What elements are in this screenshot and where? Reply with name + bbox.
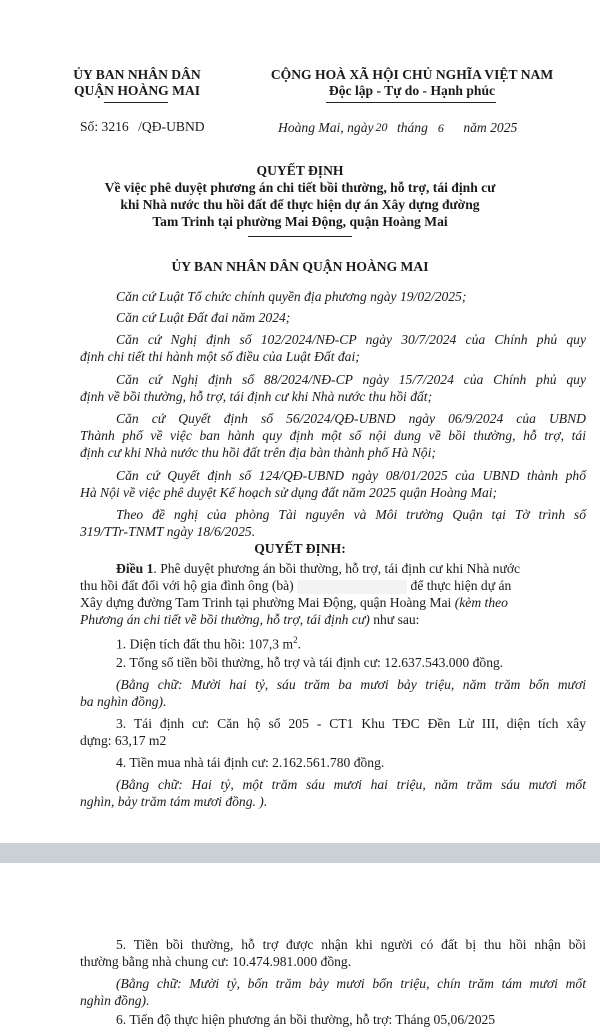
decision-heading: QUYẾT ĐỊNH: (254, 541, 346, 556)
basis-line: 319/TTr-TNMT ngày 18/6/2025. (80, 524, 256, 539)
decision-number (80, 118, 205, 136)
basis-line: Căn cứ Nghị định số 88/2024/NĐ-CP ngày 15/7/2024 của Chính phủ quy (116, 372, 586, 387)
date-month-label: tháng (396, 120, 428, 135)
basis-line: Căn cứ Nghị định số 102/2024/NĐ-CP ngày 30/7/2024 của Chính phủ quy (116, 332, 586, 347)
date-day: 20 (375, 120, 388, 134)
article-1-text: như sau: (373, 612, 420, 627)
date-month: 6 (437, 121, 444, 135)
item-1-end: . (297, 636, 301, 652)
article-1-text: thu hồi đất đối với hộ gia đình ông (bà) (80, 578, 294, 593)
article-1-line (80, 594, 508, 612)
basis-line: Theo đề nghị của phòng Tài nguyên và Môi trường Quận tại Tờ trình số (116, 507, 586, 522)
item-1 (116, 631, 301, 654)
document-page-2 (0, 863, 600, 1027)
subject-underline (248, 236, 352, 237)
document-subject-line1: Về việc phê duyệt phương án chi tiết bồi thường, hỗ trợ, tái định cư (104, 180, 496, 195)
basis-line: định chi tiết thi hành một số điều của Luật Đất đai; (80, 349, 360, 364)
item-6: 6. Tiến độ thực hiện phương án bồi thường, hỗ trợ: Tháng 05,06/2025 (116, 1012, 496, 1027)
item-3: 3. Tái định cư: Căn hộ số 205 - CT1 Khu TĐC Đền Lừ III, diện tích xây (116, 716, 586, 731)
motto-underline (326, 102, 496, 103)
decision-number-value: Số: 3216 (80, 119, 129, 134)
item-2-words: ba nghìn đồng). (80, 694, 167, 709)
item-5-words: (Bằng chữ: Mười tỷ, bốn trăm bảy mươi bốn triệu, chín trăm tám mươi mốt (116, 976, 586, 991)
article-1-text: . Phê duyệt phương án bồi thường, hỗ trợ, tái định cư khi Nhà nước (153, 561, 521, 576)
nation-motto: Độc lập - Tự do - Hạnh phúc (328, 83, 496, 98)
article-1-line (116, 560, 520, 578)
nation-title: CỘNG HOÀ XÃ HỘI CHỦ NGHĨA VIỆT NAM (270, 67, 554, 82)
document-subject-line3: Tam Trinh tại phường Mai Động, quận Hoàng Mai (152, 214, 448, 229)
article-1-text: để thực hiện dự án (410, 578, 512, 593)
org-underline (104, 102, 168, 103)
decision-date (278, 118, 517, 137)
article-1-text: Xây dựng đường Tam Trinh tại phường Mai Động, quận Hoàng Mai (80, 595, 452, 610)
document-subject-line2: khi Nhà nước thu hồi đất để thực hiện dự án Xây dựng đường (120, 197, 480, 212)
item-4: 4. Tiền mua nhà tái định cư: 2.162.561.780 đồng. (116, 755, 385, 770)
basis-line: Thành phố về việc ban hành quy định một số nội dung về bồi thường, hỗ trợ, tái (80, 428, 586, 443)
basis-line: định về bồi thường, hỗ trợ, tái định cư khi Nhà nước thu hồi đất; (80, 389, 433, 404)
org-name-line2: QUẬN HOÀNG MAI (73, 83, 201, 98)
item-2-words: (Bằng chữ: Mười hai tỷ, sáu trăm ba mươi bảy triệu, năm trăm bốn mươi (116, 677, 586, 692)
item-3: dựng: 63,17 m2 (80, 733, 167, 748)
basis-line: Hà Nội về việc phê duyệt Kế hoạch sử dụng đất năm 2025 quận Hoàng Mai; (80, 485, 498, 500)
item-2: 2. Tổng số tiền bồi thường, hỗ trợ và tái định cư: 12.637.543.000 đồng. (116, 655, 504, 670)
page-separator (0, 843, 600, 863)
redacted-name (297, 580, 407, 594)
date-place: Hoàng Mai, ngày (278, 120, 374, 135)
article-1-label: Điều 1 (116, 561, 154, 576)
org-name-line1: ỦY BAN NHÂN DÂN (73, 67, 201, 82)
issuing-authority: ỦY BAN NHÂN DÂN QUẬN HOÀNG MAI (171, 259, 429, 274)
item-4-words: nghìn, bảy trăm tám mươi đồng. ). (80, 794, 268, 809)
item-1-text: 1. Diện tích đất thu hồi: 107,3 m (116, 636, 294, 652)
basis-line: định cư khi Nhà nước thu hồi đất trên địa bàn thành phố Hà Nội; (80, 445, 436, 460)
article-1-text: Phương án chi tiết về bồi thường, hỗ trợ, tái định cư) (80, 612, 370, 627)
item-1-sup: 2 (293, 635, 298, 645)
article-1-text: (kèm theo (454, 595, 508, 610)
basis-line: Căn cứ Quyết định số 56/2024/QĐ-UBND ngày 06/9/2024 của UBND (116, 411, 586, 426)
item-4-words: (Bằng chữ: Hai tỷ, một trăm sáu mươi hai triệu, năm trăm sáu mươi mốt (116, 777, 586, 792)
basis-line: Căn cứ Luật Đất đai năm 2024; (116, 310, 291, 325)
date-year: năm 2025 (463, 120, 518, 135)
article-1-line (80, 611, 419, 629)
document-heading: QUYẾT ĐỊNH (256, 163, 344, 178)
item-5: 5. Tiền bồi thường, hỗ trợ được nhận khi người có đất bị thu hồi nhận bồi (116, 937, 586, 952)
decision-number-suffix: /QĐ-UBND (138, 119, 205, 134)
basis-line: Căn cứ Quyết định số 124/QĐ-UBND ngày 08/01/2025 của UBND thành phố (116, 468, 586, 483)
article-1-line (80, 577, 511, 595)
item-5-words: nghìn đồng). (80, 993, 150, 1008)
basis-line: Căn cứ Luật Tổ chức chính quyền địa phương ngày 19/02/2025; (116, 289, 467, 304)
item-5: thường bằng nhà chung cư: 10.474.981.000 đồng. (80, 954, 352, 969)
